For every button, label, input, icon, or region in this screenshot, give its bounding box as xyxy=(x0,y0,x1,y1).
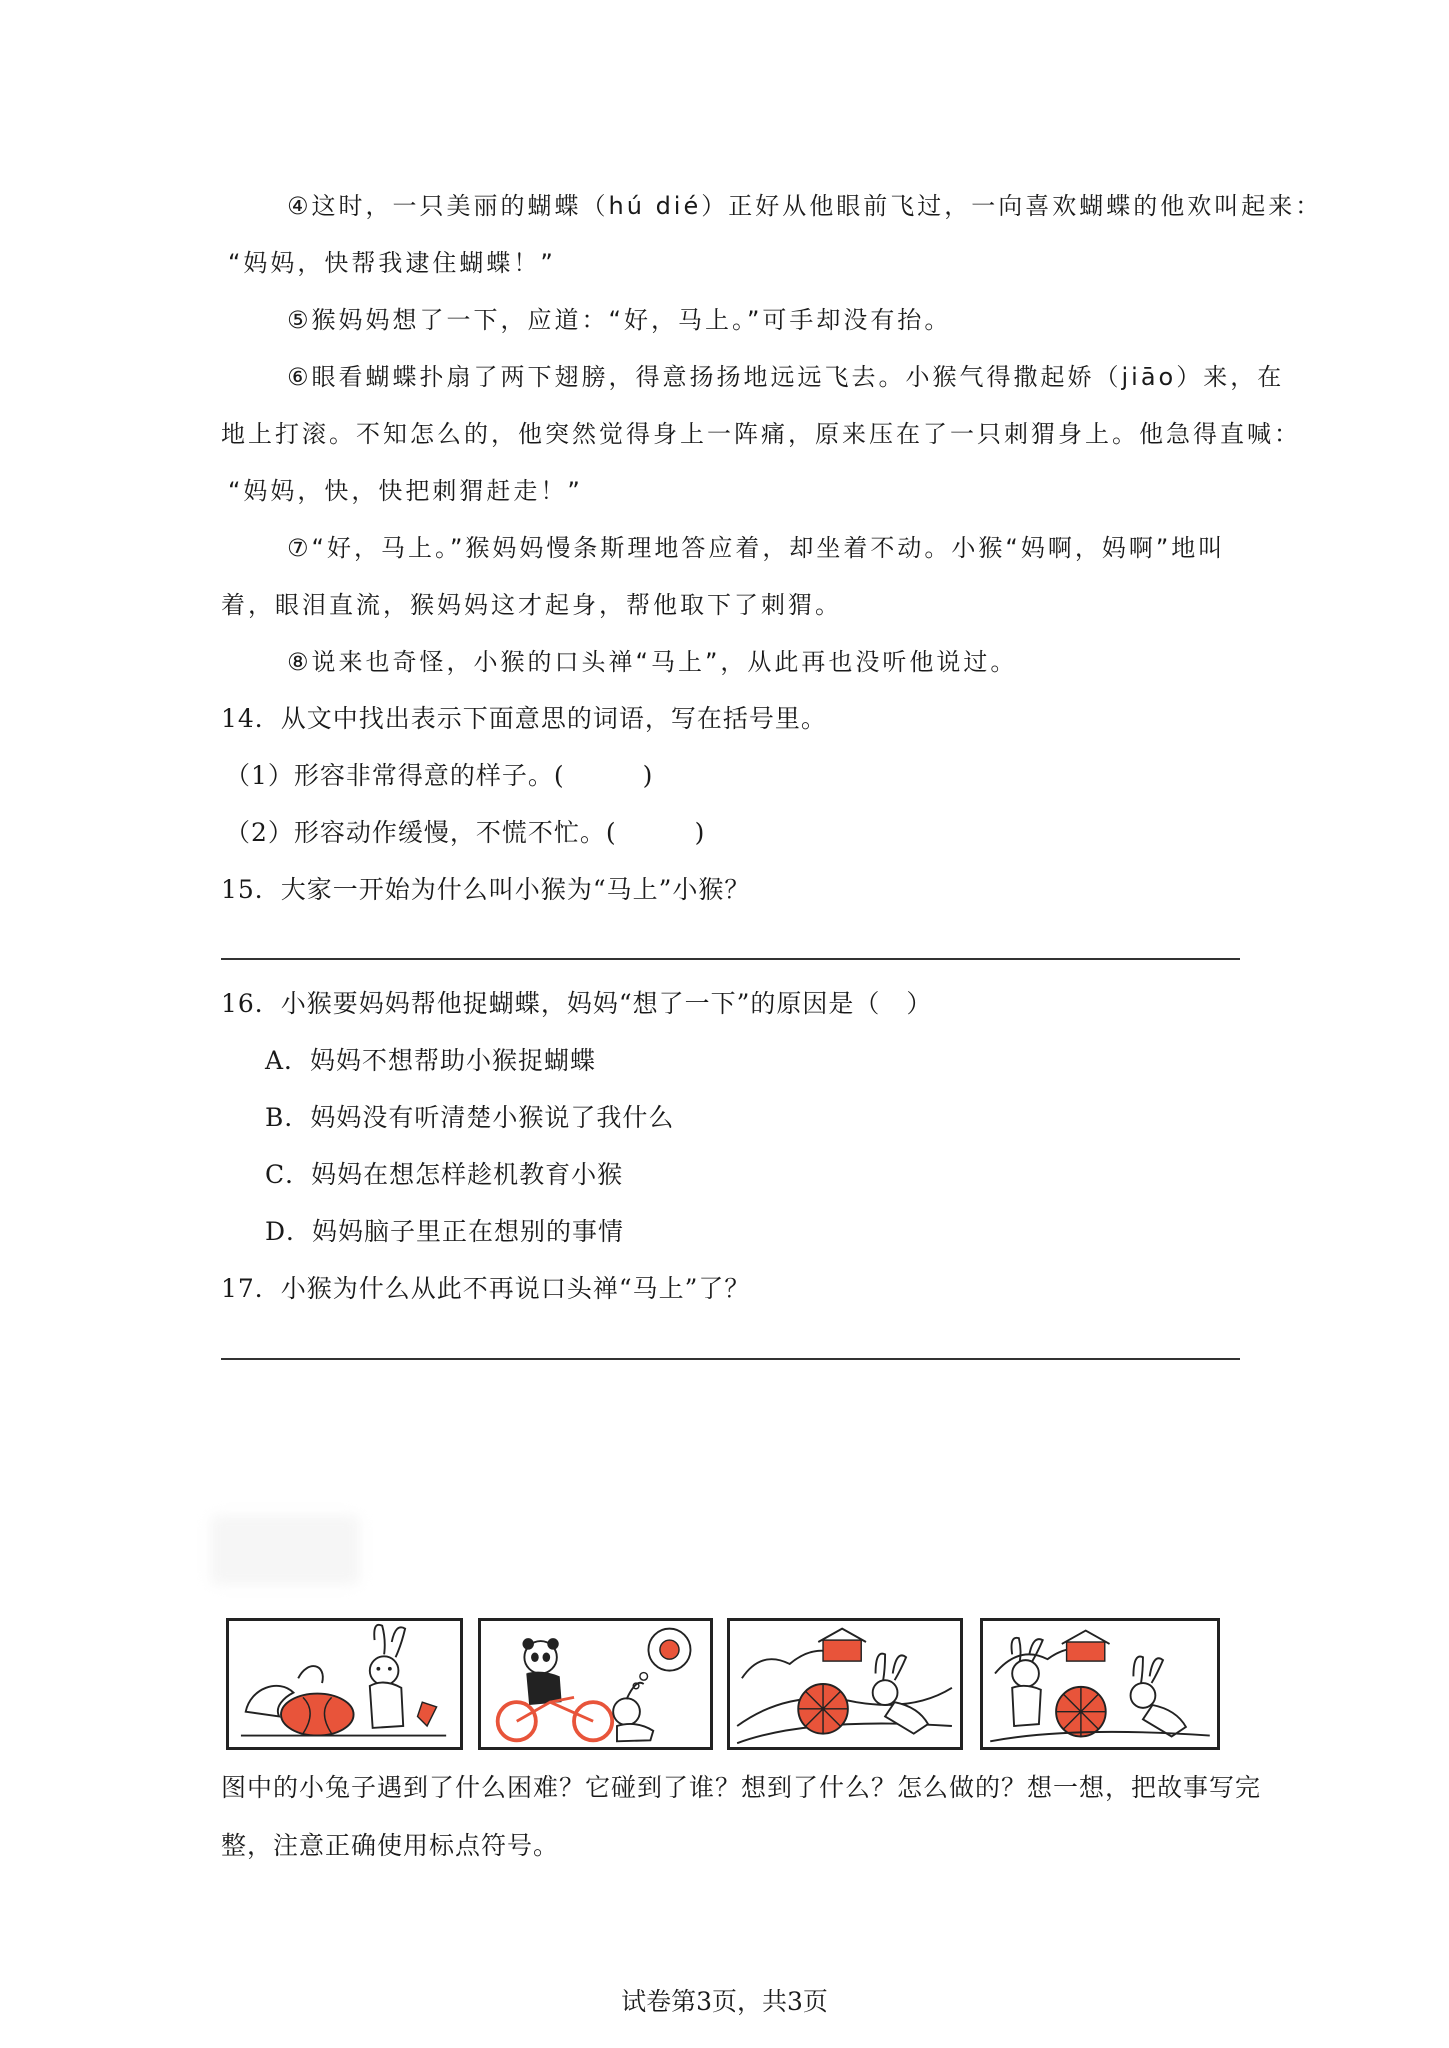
comic-panel-4 xyxy=(980,1618,1220,1750)
answer-line-15[interactable] xyxy=(221,958,1240,960)
question-14: 14．从文中找出表示下面意思的词语，写在括号里。 xyxy=(221,704,827,733)
story-paragraph-7-line-1: ⑦“好，马上。”猴妈妈慢条斯理地答应着，却坐着不动。小猴“妈啊，妈啊”地叫 xyxy=(287,534,1226,562)
writing-prompt-line-1: 图中的小兔子遇到了什么困难？它碰到了谁？想到了什么？怎么做的？想一想，把故事写完 xyxy=(221,1773,1262,1802)
option-d[interactable]: D．妈妈脑子里正在想别的事情 xyxy=(265,1217,625,1246)
rolling-pumpkin-illustration xyxy=(730,1621,960,1747)
story-paragraph-8: ⑧说来也奇怪，小猴的口头禅“马上”，从此再也没听他说过。 xyxy=(287,648,1018,676)
question-17: 17．小猴为什么从此不再说口头禅“马上”了？ xyxy=(221,1274,751,1303)
option-a[interactable]: A．妈妈不想帮助小猴捉蝴蝶 xyxy=(265,1046,597,1075)
story-paragraph-5: ⑤猴妈妈想了一下，应道：“好，马上。”可手却没有抬。 xyxy=(287,306,952,334)
story-paragraph-4-line-2: “妈妈，快帮我逮住蝴蝶！” xyxy=(228,249,556,277)
question-14-part-1: （1）形容非常得意的样子。( ) xyxy=(225,761,654,790)
panda-bicycle-illustration xyxy=(481,1621,710,1747)
rabbits-pumpkin-home-illustration xyxy=(983,1621,1217,1747)
story-paragraph-6-line-3: “妈妈，快，快把刺猬赶走！” xyxy=(228,477,583,505)
comic-panel-1 xyxy=(226,1618,463,1750)
question-15: 15．大家一开始为什么叫小猴为“马上”小猴？ xyxy=(221,875,751,904)
question-14-part-2: （2）形容动作缓慢，不慌不忙。( ) xyxy=(225,818,706,847)
answer-line-17[interactable] xyxy=(221,1358,1240,1360)
blurred-heading xyxy=(210,1515,360,1585)
rabbit-pumpkin-illustration xyxy=(229,1621,460,1747)
question-16: 16．小猴要妈妈帮他捉蝴蝶，妈妈“想了一下”的原因是（ ） xyxy=(221,989,933,1018)
story-paragraph-6-line-2: 地上打滚。不知怎么的，他突然觉得身上一阵痛，原来压在了一只刺猬身上。他急得直喊： xyxy=(221,420,1301,448)
comic-panel-2 xyxy=(478,1618,713,1750)
story-paragraph-6-line-1: ⑥眼看蝴蝶扑扇了两下翅膀，得意扬扬地远远飞去。小猴气得撒起娇（jiāo）来，在 xyxy=(287,363,1285,391)
page-footer: 试卷第3页，共3页 xyxy=(621,1987,828,2016)
option-c[interactable]: C．妈妈在想怎样趁机教育小猴 xyxy=(265,1160,624,1189)
story-paragraph-4-line-1: ④这时，一只美丽的蝴蝶（hú dié）正好从他眼前飞过，一向喜欢蝴蝶的他欢叫起来： xyxy=(287,192,1323,220)
story-paragraph-7-line-2: 着，眼泪直流，猴妈妈这才起身，帮他取下了刺猬。 xyxy=(221,591,842,619)
comic-panel-3 xyxy=(727,1618,963,1750)
option-b[interactable]: B．妈妈没有听清楚小猴说了我什么 xyxy=(265,1103,675,1132)
writing-prompt-line-2: 整，注意正确使用标点符号。 xyxy=(221,1831,560,1860)
